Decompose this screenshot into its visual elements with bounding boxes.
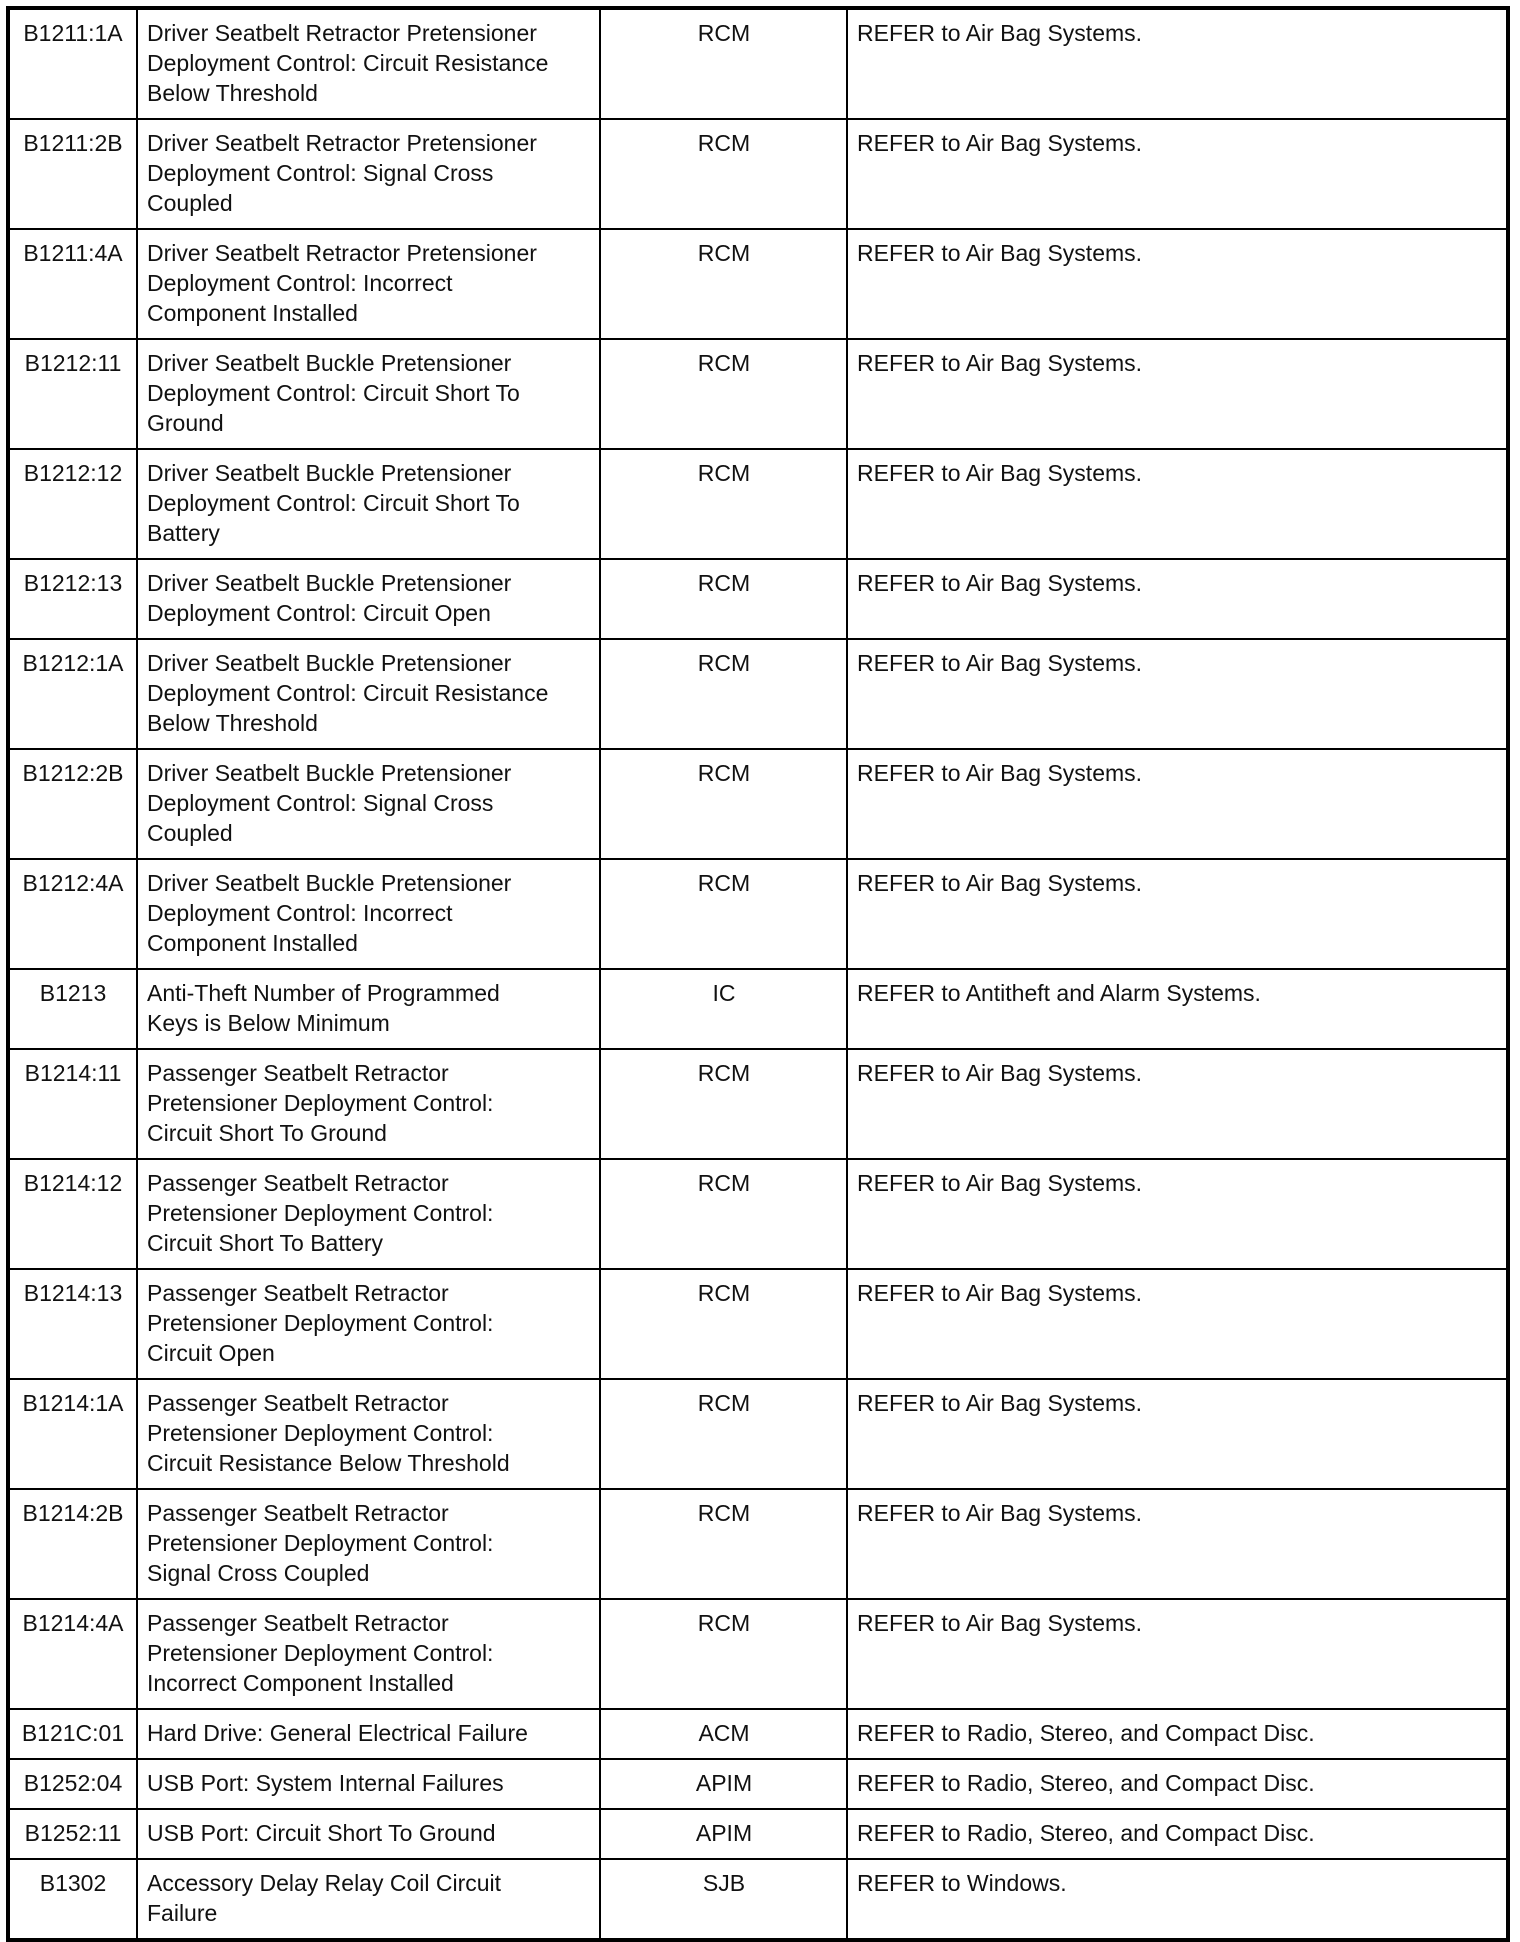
- dtc-description: USB Port: Circuit Short To Ground: [137, 1809, 600, 1859]
- dtc-code: B1214:11: [8, 1049, 137, 1159]
- table-row: [8, 1709, 1508, 1759]
- table-row: [8, 1859, 1508, 1940]
- dtc-code: B1252:04: [8, 1759, 137, 1809]
- action-text: REFER to Air Bag Systems.: [847, 1159, 1508, 1269]
- table-row: [8, 1159, 1508, 1269]
- dtc-description: Driver Seatbelt Buckle Pretensioner Deployment Control: Incorrect Component Installed: [137, 859, 600, 969]
- module-name: ACM: [600, 1709, 847, 1759]
- table-row: [8, 1049, 1508, 1159]
- dtc-code: B1214:4A: [8, 1599, 137, 1709]
- action-text: REFER to Radio, Stereo, and Compact Disc.: [847, 1709, 1508, 1759]
- module-name: RCM: [600, 1159, 847, 1269]
- module-name: RCM: [600, 859, 847, 969]
- action-text: REFER to Air Bag Systems.: [847, 859, 1508, 969]
- module-name: RCM: [600, 1489, 847, 1599]
- module-name: RCM: [600, 1269, 847, 1379]
- module-name: RCM: [600, 639, 847, 749]
- module-name: RCM: [600, 119, 847, 229]
- module-name: IC: [600, 969, 847, 1049]
- dtc-description: Anti-Theft Number of Programmed Keys is Below Minimum: [137, 969, 600, 1049]
- table-row: [8, 749, 1508, 859]
- dtc-code: B1214:12: [8, 1159, 137, 1269]
- action-text: REFER to Air Bag Systems.: [847, 8, 1508, 119]
- dtc-description: Hard Drive: General Electrical Failure: [137, 1709, 600, 1759]
- dtc-code: B1252:11: [8, 1809, 137, 1859]
- dtc-code: B1212:11: [8, 339, 137, 449]
- action-text: REFER to Radio, Stereo, and Compact Disc.: [847, 1809, 1508, 1859]
- module-name: RCM: [600, 229, 847, 339]
- dtc-code: B1212:1A: [8, 639, 137, 749]
- module-name: RCM: [600, 1379, 847, 1489]
- table-row: [8, 969, 1508, 1049]
- dtc-code: B1211:2B: [8, 119, 137, 229]
- dtc-description: Driver Seatbelt Buckle Pretensioner Deployment Control: Circuit Short To Ground: [137, 339, 600, 449]
- module-name: SJB: [600, 1859, 847, 1940]
- dtc-code: B1212:12: [8, 449, 137, 559]
- module-name: RCM: [600, 1599, 847, 1709]
- dtc-table: [6, 6, 1510, 1942]
- dtc-description: Passenger Seatbelt Retractor Pretensioner Deployment Control: Incorrect Component Installed: [137, 1599, 600, 1709]
- action-text: REFER to Air Bag Systems.: [847, 559, 1508, 639]
- dtc-code: B1212:2B: [8, 749, 137, 859]
- table-row: [8, 559, 1508, 639]
- action-text: REFER to Air Bag Systems.: [847, 639, 1508, 749]
- dtc-description: Driver Seatbelt Buckle Pretensioner Deployment Control: Circuit Short To Battery: [137, 449, 600, 559]
- module-name: RCM: [600, 559, 847, 639]
- action-text: REFER to Windows.: [847, 1859, 1508, 1940]
- module-name: APIM: [600, 1759, 847, 1809]
- table-row: [8, 229, 1508, 339]
- action-text: REFER to Air Bag Systems.: [847, 1269, 1508, 1379]
- table-row: [8, 1489, 1508, 1599]
- dtc-description: USB Port: System Internal Failures: [137, 1759, 600, 1809]
- dtc-description: Passenger Seatbelt Retractor Pretensioner Deployment Control: Signal Cross Coupled: [137, 1489, 600, 1599]
- table-row: [8, 339, 1508, 449]
- dtc-description: Driver Seatbelt Buckle Pretensioner Deployment Control: Circuit Resistance Below Threshold: [137, 639, 600, 749]
- dtc-code: B1214:2B: [8, 1489, 137, 1599]
- action-text: REFER to Radio, Stereo, and Compact Disc.: [847, 1759, 1508, 1809]
- table-row: [8, 1599, 1508, 1709]
- action-text: REFER to Air Bag Systems.: [847, 749, 1508, 859]
- table-row: [8, 1809, 1508, 1859]
- dtc-description: Driver Seatbelt Retractor Pretensioner Deployment Control: Signal Cross Coupled: [137, 119, 600, 229]
- dtc-code: B1211:1A: [8, 8, 137, 119]
- dtc-description: Driver Seatbelt Retractor Pretensioner Deployment Control: Circuit Resistance Below Threshold: [137, 8, 600, 119]
- module-name: RCM: [600, 8, 847, 119]
- action-text: REFER to Air Bag Systems.: [847, 449, 1508, 559]
- action-text: REFER to Air Bag Systems.: [847, 1049, 1508, 1159]
- dtc-code: B1213: [8, 969, 137, 1049]
- module-name: RCM: [600, 449, 847, 559]
- dtc-code: B1302: [8, 1859, 137, 1940]
- table-row: [8, 859, 1508, 969]
- table-row: [8, 639, 1508, 749]
- dtc-description: Passenger Seatbelt Retractor Pretensioner Deployment Control: Circuit Open: [137, 1269, 600, 1379]
- module-name: RCM: [600, 339, 847, 449]
- action-text: REFER to Air Bag Systems.: [847, 229, 1508, 339]
- table-row: [8, 119, 1508, 229]
- table-row: [8, 1759, 1508, 1809]
- action-text: REFER to Air Bag Systems.: [847, 1489, 1508, 1599]
- action-text: REFER to Air Bag Systems.: [847, 1379, 1508, 1489]
- module-name: RCM: [600, 1049, 847, 1159]
- dtc-code: B1211:4A: [8, 229, 137, 339]
- module-name: RCM: [600, 749, 847, 859]
- module-name: APIM: [600, 1809, 847, 1859]
- action-text: REFER to Air Bag Systems.: [847, 339, 1508, 449]
- action-text: REFER to Air Bag Systems.: [847, 119, 1508, 229]
- dtc-description: Driver Seatbelt Retractor Pretensioner Deployment Control: Incorrect Component Installed: [137, 229, 600, 339]
- dtc-code: B1212:13: [8, 559, 137, 639]
- action-text: REFER to Air Bag Systems.: [847, 1599, 1508, 1709]
- dtc-code: B1214:13: [8, 1269, 137, 1379]
- dtc-description: Driver Seatbelt Buckle Pretensioner Deployment Control: Signal Cross Coupled: [137, 749, 600, 859]
- dtc-description: Passenger Seatbelt Retractor Pretensioner Deployment Control: Circuit Resistance Below Threshold: [137, 1379, 600, 1489]
- table-row: [8, 1269, 1508, 1379]
- table-row: [8, 449, 1508, 559]
- dtc-description: Passenger Seatbelt Retractor Pretensioner Deployment Control: Circuit Short To Battery: [137, 1159, 600, 1269]
- dtc-code: B1212:4A: [8, 859, 137, 969]
- table-row: [8, 1379, 1508, 1489]
- dtc-code: B121C:01: [8, 1709, 137, 1759]
- dtc-description: Accessory Delay Relay Coil Circuit Failure: [137, 1859, 600, 1940]
- dtc-description: Driver Seatbelt Buckle Pretensioner Deployment Control: Circuit Open: [137, 559, 600, 639]
- dtc-code: B1214:1A: [8, 1379, 137, 1489]
- action-text: REFER to Antitheft and Alarm Systems.: [847, 969, 1508, 1049]
- dtc-table-body: [8, 8, 1508, 1940]
- dtc-description: Passenger Seatbelt Retractor Pretensioner Deployment Control: Circuit Short To Ground: [137, 1049, 600, 1159]
- table-row: [8, 8, 1508, 119]
